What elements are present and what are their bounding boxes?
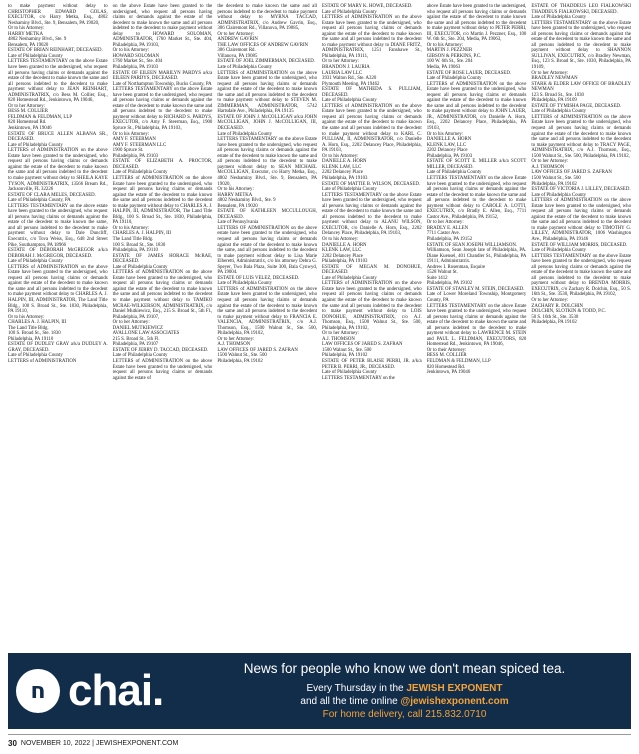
estate-notice: ESTATE OF ROSE LAUER, DECEASED. Late of Philadelphia County LETTERS of ADMINISTRATION on the above Estate have been granted to the undersigned, who request all persons having claims or demands against the estate of the decedent to make known the same and all persons indebted to the decedent to make payment without delay to JOHN LAUER, JR., ADMINISTRATOR, c/o Danielle A. Horn, Esq., 2202 Delancey Place, Philadelphia, PA 19103, Or to his Attorney: DANIELLE A. HORN KLENK LAW, LLC 2202 Delancey Place Philadelphia, PA 19103	[426, 70, 527, 159]
estate-notice: ESTATE OF JAMES HORACE McRAE, DECEASED. Late of Philadelphia County LETTERS of ADMINISTRATION on the above Estate have been granted to the undersigned, who request all persons having claims or demands against the estate of the decedent to make known the same and all persons indebted to the decedent to make payment without delay to TAMIKO MCRAE-WILKERSON, ADMINISTRATRIX, c/o Daniel Mutkiewicz, Esq., 215 S. Broad St., 5th Fl., Philadelphia, PA 19107, Or to her Attorney: DANIEL MUTKIEWICZ AVALLONE LAW ASSOCIATES 215 S. Broad St., 5th Fl. Philadelphia, PA 19107	[112, 253, 213, 348]
ad-line-1-prefix: Every Thursday in the	[306, 683, 407, 694]
ad-line-1-emphasis: JEWISH EXPONENT	[406, 683, 503, 694]
chai-symbol-icon: ח	[16, 669, 60, 713]
estate-notice: ESTATE OF MATHEDA S. PULLIAM, DECEASED. Late of Philadelphia County LETTERS of ADMINISTRATION on the above Estate have been granted to the undersigned, who request all persons having claims or demands against the estate of the decedent to make known the same and all persons indebted to the decedent to make payment without delay to KARL C. PULLIAM, II, ADMINISTRATOR, c/o Danielle A. Horn, Esq., 2202 Delancey Place, Philadelphia, PA 19103, Or to his Attorney: DANIELLE A. HORN KLENK LAW, LLC 2202 Delancey Place Philadelphia, PA 19103	[322, 87, 422, 181]
legal-notices-columns	[8, 4, 631, 649]
estate-notice: ESTATE OF DUDLEY GRAY a/k/a DUDLEY A. GRAY, DECEASED. Late of Philadelphia County LETTERS of ADMINISTRATION	[8, 342, 108, 364]
estate-notice: ESTATE OF JOHN J. McCOLLIGAN a/k/a JOHN McCOLLIGAN, JOHN J. McCOLLIGAN, III, DECEASED. Late of Philadelphia County LETTERS TESTAMENTARY on the above Estate have been granted to the undersigned, who request all persons having claims or demands against the estate of the decedent to make known the same and all persons indebted to the decedent to make payment without delay to SEAN MICHAEL McCOLLIGAN, Executor, c/o Harry Metka, Esq., 4802 Neshaminy Blvd., Ste. 9, Bensalem, PA 19020, Or to his Attorney: HARRY METKA 4802 Neshaminy Blvd., Ste. 9 Bensalem, PA 19020	[217, 114, 318, 209]
estate-notice: ESTATE OF MATTIE B. WILSON, DECEASED. Late of Philadelphia County LETTERS TESTAMENTARY on the above Estate have been granted to the undersigned, who request all persons having claims or demands against the estate of the decedent to make known the same and all persons indebted to the decedent to make payment without delay to ALANU WILSON, EXECUTOR, c/o Danielle A. Horn, Esq., 2202 Delancey Place, Philadelphia, PA 19103, Or to his Attorney: DANIELLE A. HORN KLENK LAW, LLC 2202 Delancey Place Philadelphia, PA 19103	[322, 181, 422, 265]
notice-column	[8, 4, 108, 649]
estate-notice: ESTATE OF DEBORAH McGREGOR a/k/a DEBORAH J. McGREGOR, DECEASED. Late of Philadelphia County LETTERS of ADMINISTRATION on the above Estate have been granted to the undersigned, who request all persons having claims or demands against the estate of the decedent to make known the same and all persons indebted to the decedent to make payment without delay to CHARLES A. J. HALPIN, III, ADMINISTRATOR, The Land Title Bldg., 100 S. Broad St., Ste. 1830, Philadelphia, PA 19110, Or to his Attorney: CHARLES A. J. HALPIN, III The Land Title Bldg. 100 S. Broad St., Ste. 1830 Philadelphia, PA 19110	[8, 248, 108, 342]
ad-line-2-prefix: and all the time online	[300, 696, 401, 707]
chai-logo	[8, 653, 178, 729]
ad-line-1	[178, 682, 631, 695]
ad-line-2	[178, 695, 631, 708]
notice-column	[427, 4, 527, 649]
estate-notice: on the above Estate have been granted to the undersigned, who request all persons having claims or demands against the estate of the decedent to make known the same and all persons indebted to the decedent to make payment without delay to HOWARD SOLOMAN, ADMINISTRATOR, 1760 Market St., Ste. 404, Philadelphia, PA 19103, Or to his Attorney: HOWARD SOLOMAN 1760 Market St., Ste. 404 Philadelphia, PA 19103	[112, 4, 213, 71]
page-number: 30	[8, 738, 17, 748]
notice-column	[113, 4, 213, 649]
chai-advertisement	[8, 653, 631, 729]
estate-notice: ESTATE OF VICTORIA J. LILLEY, DECEASED. Late of Philadelphia County LETTERS of ADMINISTRATION on the above Estate have been granted to the undersigned, who request all persons having claims or demands against the estate of the decedent to make known the same and all persons indebted to the decedent to make payment without delay to TIMOTHY G. LILLEY, ADMINISTRATOR, 1006 Washington Ave., Philadelphia, PA 19146	[531, 187, 632, 242]
estate-notice: ESTATE OF LUIS VELEZ, DECEASED. Late of Philadelphia County LETTERS of ADMINISTRATION on the above Estate have been granted to the undersigned, who request all persons having claims or demands against the estate of the decedent to make known the same and all persons indebted to the decedent to make payment without delay to FRANCIA E. VALENCIA, ADMINISTRATRIX, c/o A.J. Thomson, Esq., 1500 Walnut St., Ste. 500, Philadelphia, PA 19102, Or to her Attorney: A.J. THOMSON LAW OFFICES OF JARED S. ZAFRAN 1500 Walnut St., Ste. 500 Philadelphia, PA 19102	[217, 275, 318, 364]
estate-notice: ESTATE OF KATHLEEN MCCULLOUGH, DECEASED. Late of Pennsylvania LETTERS OF ADMINISTRATION on the above estate have been granted to the undersigned, who request all persons having claims or demands against the estate of the decedent to make known the same, and all persons indebted to the decedent to make payment without delay to Lisa Marie Elberetti, Administratrix, c/o his attorney Debra G. Speyer, Two Bala Plaza, Suite 300, Bala Cynwyd, PA 19004.	[217, 209, 318, 276]
page-footer	[8, 734, 631, 751]
estate-notice: ESTATE OF BRUCE ALLEN ALBANA SR., DECEASED. Late of Philadelphia County LETTERS of ADMINISTRATION on the above Estate have been granted to the undersigned, who request all persons having claims or demands against the estate of the decedent to make known the same and all persons indebted to the decedent to make payment without delay to SHEILA KAYE TYSON, ADMINISTRATRIX, 13566 Bream Rd., Jacksonville, FL 32226	[8, 131, 108, 193]
estate-notice: ESTATE OF STANLEY M. STEIN, DECEASED. Late of Lower Moreland Township, Montgomery County, PA LETTERS TESTAMENTARY on the above Estate have been granted to the undersigned, who request all persons having claims or demands against the estate of the decedent to make known the same and all persons indebted to the decedent to make payment without delay to LAWRENCE M. STEIN and PAUL L. FELDMAN, EXECUTORS, 820 Homestead Rd., Jenkintown, PA 19046, Or to their Attorney: BESS M. COLLIER FELDMAN & FELDMAN, LLP 820 Homestead Rd. Jenkintown, PA 19046	[426, 286, 527, 376]
estate-notice: ESTATE OF BRIAN REINHART, DECEASED. Late of Philadelphia County LETTERS TESTAMENTARY on the above Estate have been granted to the undersigned, who request all persons having claims or demands against the estate of the decedent to make known the same and all persons indebted to the decedent to make payment without delay to JEAN REINHART, ADMINISTRATRIX, c/o Bess M. Collier, Esq., 820 Homestead Rd., Jenkintown, PA 19046, Or to her Attorney: BESS M. COLLIER FELDMAN & FELDMAN, LLP 820 Homestead Rd. Jenkintown, PA 19046	[8, 48, 108, 132]
estate-notice: ESTATE OF MEGAN M. DONOHUE, DECEASED. Late of Philadelphia County LETTERS of ADMINISTRATION on the above Estate have been granted to the undersigned, who request all persons having claims or demands against the estate of the decedent to make known the same and all persons indebted to the decedent to make payment without delay to LOIS DONOHUE, ADMINISTRATRIX, c/o A.J. Thomson, Esq., 1500 Walnut St., Ste. 500, Philadelphia, PA 19102, Or to her Attorney: A.J. THOMSON LAW OFFICES OF JARED S. ZAFRAN 1500 Walnut St., Ste. 500 Philadelphia, PA 19102	[322, 264, 422, 359]
estate-notice: above Estate have been granted to the undersigned, who request all persons having claims or demands against the estate of the decedent to make known the same and all persons indebted to the decedent to make payment without delay to PETER PERRI, III, EXECUTOR, c/o Martin J. Pezzner, Esq., 100 W. 6th St., Ste. 204, Media, PA 19063, Or to his Attorney: MARTIN J. PEZZNER GIBSON & PERKINS, P.C. 100 W. 6th St., Ste. 204 Media, PA 19063	[426, 4, 527, 71]
estate-notice: ESTATE OF ELIZABETH A. PROCTOR, DECEASED. Late of Philadelphia County LETTERS of ADMINISTRATION on the above Estate have been granted to the undersigned, who request all persons having claims or demands against the estate of the decedent to make known the same and all persons indebted to the decedent to make payment without delay to CHARLES A. J. HALPIN, III, ADMINISTRATOR, The Land Title Bldg., 100 S. Broad St., Ste. 1830, Philadelphia, PA 19110, Or to his Attorney: CHARLES A. J. HALPIN, III The Land Title Bldg. 100 S. Broad St., Ste. 1830 Philadelphia, PA 19110	[112, 159, 213, 254]
ad-copy	[178, 661, 631, 721]
estate-notice: ESTATE OF JOEL ZIMMERMAN, DECEASED. Late of Philadelphia County LETTERS of ADMINISTRATION on the above Estate have been granted to the undersigned, who request all persons having claims or demands against the estate of the decedent to make known the same and all persons indebted to the decedent to make payment without delay to STEVEN M. ZIMMERMAN, ADMINISTRATOR, 5742 Hartsdale Ave., Philadelphia, PA 19135	[217, 59, 318, 115]
estate-notice: ESTATE OF WILLIAM MORRIS, DECEASED. Late of Philadelphia County LETTERS TESTAMENTARY on the above Estate have been granted to the undersigned, who request all persons having claims or demands against the estate of the decedent to make known the same and all persons indebted to the decedent to make payment without delay to BRENDA MORRIS, EXECUTRIX, c/o Zachary R. Dolchin, Esq., 50 S. 16th St., Ste. 3530, Philadelphia, PA 19102, Or to her Attorney: ZACHARY R. DOLCHIN DOLCHIN, SLOTKIN & TODD, P.C. 50 S. 16th St., Ste. 3530 Philadelphia, PA 19102	[531, 242, 632, 326]
estate-notice: ESTATE OF CLARA MELES, DECEASED. Late of Philadelphia County, PA LETTERS TESTAMENTARY on the above estate have been granted to the undersigned, who request all persons having claims or demands against the estate of the decedent to make known the same, and all persons indebted to the decedent to make payment without delay to Dale Duncliff, Executrix, c/o Tova Weiss, Esq., 648 2nd Street Pike, Southampton, PA 18966	[8, 192, 108, 248]
estate-notice: to make payment without delay to CHRISTOPHER EDWARD GOLAS, EXECUTOR, c/o Harry Metka, Esq., 4802 Neshaminy Blvd., Ste. 9, Bensalem, PA 19020, Or to his Attorney: HARRY METKA 4802 Neshaminy Blvd., Ste. 9 Bensalem, PA 19020	[8, 4, 108, 48]
notice-column	[322, 4, 422, 649]
ad-delivery-line: For home delivery, call 215.832.0710	[322, 709, 487, 720]
estate-notice: ESTATE OF PETER BLAISE PERRI, JR. a/k/a PETER B. PERRI, JR., DECEASED. Late of Philadelphia County LETTERS TESTAMENTARY on the	[322, 359, 422, 381]
estate-notice: ESTATE OF MARY K. HOWE, DECEASED. Late of Philadelphia County LETTERS of ADMINISTRATION on the above Estate have been granted to the undersigned, who request all persons having claims or demands against the estate of the decedent to make known the same and all persons indebted to the decedent to make payment without delay to DIANE FRITZ, ADMINISTRATRIX, 1251 Fanshawe St., Philadelphia, PA 19111, Or to her Attorney: BRANDON J. LAURIA LAURIA LAW LLC 3931 Walton Rd., Ste. A320 Plymouth Meeting, PA 19462	[322, 4, 422, 87]
notice-column	[531, 4, 631, 649]
estate-notice: ESTATE OF SEAN JOSEPH WILLIAMSON. Williamson, Sean Joseph late of Philadelphia, PA. Diane Kuensel, 401 Chandler St., Philadelphia, PA 19111, Administratrix. Andrew I. Rosenman, Esquire 1528 Walnut St. Suite 1412 Philadelphia, PA 19102	[426, 242, 527, 287]
notice-column	[217, 4, 317, 649]
estate-notice: ESTATE OF TYMISHA PAGE, DECEASED. Late of Philadelphia County LETTERS of ADMINISTRATION on the above Estate have been granted to the undersigned, who request all persons having claims or demands against the estate of the decedent to make known the same and all persons indebted to the decedent to make payment without delay to TRACY PAGE, ADMINISTRATRIX, c/o A.J. Thomson, Esq., 1500 Walnut St., Ste. 500, Philadelphia, PA 19102, Or to her Attorney: A.J. THOMSON LAW OFFICES OF JARED S. ZAFRAN 1500 Walnut St., Ste. 500 Philadelphia, PA 19102	[531, 103, 632, 187]
estate-notice: ESTATE OF THADDEUS LEO FIALKOWSKI THADDEUS FIALKOWSKI, DECEASED. Late of Philadelphia County LETTERS TESTAMENTARY on the above Estate have been granted to the undersigned, who request all persons having claims or demands against the estate of the decedent to make known the same and all persons indebted to the decedent to make payment without delay to SHANNON SULLIVAN, EXECUTRIX, c/o Bradley Newman, Esq., 123 S. Broad St., Ste. 1030, Philadelphia, PA 19109, Or to her Attorney: BRADLEY NEWMAN STARK & ELDER LAW OFFICE OF BRADLEY NEWMAN 123 S. Broad St., Ste. 1030 Philadelphia, PA 19109	[531, 4, 632, 104]
estate-notice: ESTATE OF EILEEN MARILYN PARDYS a/k/a EILEEN PARDYS, DECEASED. Late of Northampton Township, Bucks County, PA LETTERS TESTAMENTARY on the above Estate have been granted to the undersigned, who request all persons having claims or demands against the estate of the decedent to make known the same and all persons indebted to the decedent to make payment without delay to RICHARD S. PARDYS, EXECUTOR, c/o Amy F. Steerman, Esq., 1900 Spruce St., Philadelphia, PA 19103, Or to his Attorney: AMY F. STEERMAN AMY F. STEERMAN LLC 1900 Spruce St. Philadelphia, PA 19103	[112, 70, 213, 159]
chai-brand-text: chai.	[68, 666, 164, 715]
estate-notice: ESTATE OF JERRY D. TACCAD, DECEASED. Late of Philadelphia County LETTERS of ADMINISTRATION on the above Estate have been granted to the undersigned, who request all persons having claims or demands against the estate of	[112, 347, 213, 381]
ad-line-2-emphasis: @jewishexponent.com	[400, 696, 509, 707]
ad-headline: News for people who know we don't mean spiced tea.	[243, 661, 566, 676]
footer-text: NOVEMBER 10, 2022 | JEWISHEXPONENT.COM	[20, 739, 179, 747]
estate-notice: the decedent to make known the same and all persons indebted to the decedent to make payment without delay to MYRNA TACCAD, ADMINISTRATRIX, c/o Andrew Gavrin, Esq., 306 Clairemont Rd., Villanova, PA 19085, Or to her Attorney: ANDREW GAVRIN THE LAW OFFICES OF ANDREW GAVRIN 306 Clairemont Rd. Villanova, PA 19085	[217, 4, 318, 59]
estate-notice: ESTATE OF SCOTT E. MILLER a/k/a SCOTT MILLER, DECEASED. Late of Philadelphia County LETTERS TESTAMENTARY on the above Estate have been granted to the undersigned, who request all persons having claims or demands against the estate of the decedent to make known the same and all persons indebted to the decedent to make payment without delay to CAROLE A. LOTTI, EXECUTRIX, c/o Bradly E. Allen, Esq., 7711 Castor Ave., Philadelphia, PA 19152, Or to her Attorney: BRADLY E. ALLEN 7711 Castor Ave. Philadelphia, PA 19152	[426, 159, 527, 242]
